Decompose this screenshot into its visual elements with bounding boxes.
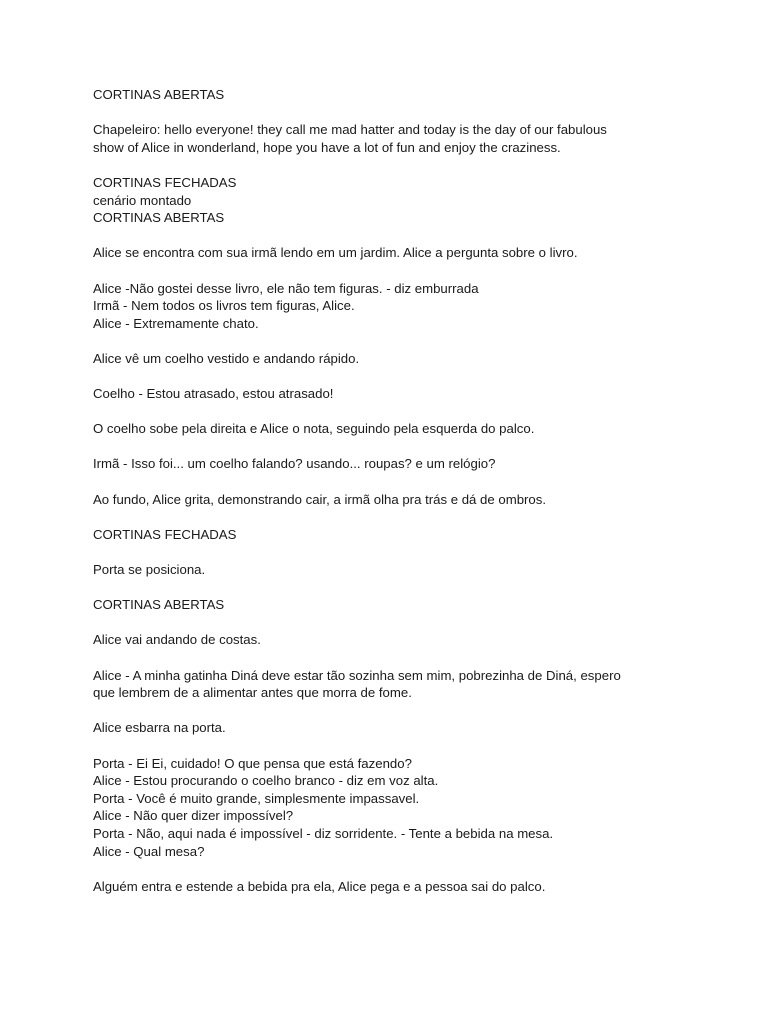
text-line: O coelho sobe pela direita e Alice o nota, seguindo pela esquerda do palco.	[93, 421, 535, 437]
text-line: Alice - Não quer dizer impossível?	[93, 808, 294, 824]
text-line: Alice esbarra na porta.	[93, 720, 226, 736]
text-line: Ao fundo, Alice grita, demonstrando cair, a irmã olha pra trás e dá de ombros.	[93, 491, 547, 507]
text-line: CORTINAS FECHADAS	[93, 526, 237, 542]
dialogue-paragraph	[93, 455, 693, 473]
text-line: Alice vê um coelho vestido e andando rápido.	[93, 350, 360, 366]
text-line: Chapeleiro: hello everyone! they call me mad hatter and today is the day of our fabulous	[93, 122, 607, 138]
document-body	[93, 86, 693, 913]
stage-direction	[93, 526, 693, 544]
narration-paragraph	[93, 561, 693, 579]
text-line: CORTINAS ABERTAS	[93, 210, 225, 226]
text-line: Porta - Ei Ei, cuidado! O que pensa que está fazendo?	[93, 755, 412, 771]
stage-direction	[93, 86, 693, 104]
dialogue-paragraph	[93, 755, 693, 861]
dialogue-paragraph	[93, 385, 693, 403]
text-line: Irmã - Nem todos os livros tem figuras, Alice.	[93, 298, 355, 314]
text-line: Alice - Estou procurando o coelho branco - diz em voz alta.	[93, 773, 439, 789]
dialogue-paragraph	[93, 667, 693, 702]
text-line: Porta - Você é muito grande, simplesmente impassavel.	[93, 790, 420, 806]
text-line: CORTINAS ABERTAS	[93, 597, 225, 613]
narration-paragraph	[93, 631, 693, 649]
text-line: Alguém entra e estende a bebida pra ela, Alice pega e a pessoa sai do palco.	[93, 878, 546, 894]
text-line: Alice - A minha gatinha Diná deve estar tão sozinha sem mim, pobrezinha de Diná, espero	[93, 667, 621, 683]
text-line: Alice se encontra com sua irmã lendo em um jardim. Alice a pergunta sobre o livro.	[93, 245, 578, 261]
stage-direction	[93, 174, 693, 227]
narration-paragraph	[93, 350, 693, 368]
text-line: show of Alice in wonderland, hope you have a lot of fun and enjoy the craziness.	[93, 139, 561, 155]
text-line: que lembrem de a alimentar antes que morra de fome.	[93, 685, 412, 701]
text-line: Alice - Qual mesa?	[93, 843, 205, 859]
dialogue-paragraph	[93, 280, 693, 333]
narration-paragraph	[93, 719, 693, 737]
stage-direction	[93, 596, 693, 614]
text-line: Alice vai andando de costas.	[93, 632, 261, 648]
narration-paragraph	[93, 420, 693, 438]
text-line: Irmã - Isso foi... um coelho falando? usando... roupas? e um relógio?	[93, 456, 496, 472]
text-line: CORTINAS FECHADAS	[93, 174, 237, 190]
narration-paragraph	[93, 878, 693, 896]
narration-paragraph	[93, 491, 693, 509]
dialogue-paragraph	[93, 121, 693, 156]
text-line: Alice - Extremamente chato.	[93, 315, 259, 331]
text-line: Porta - Não, aqui nada é impossível - diz sorridente. - Tente a bebida na mesa.	[93, 825, 554, 841]
text-line: CORTINAS ABERTAS	[93, 87, 225, 102]
narration-paragraph	[93, 244, 693, 262]
text-line: Coelho - Estou atrasado, estou atrasado!	[93, 386, 334, 402]
text-line: Porta se posiciona.	[93, 562, 206, 578]
text-line: cenário montado	[93, 192, 192, 208]
text-line: Alice -Não gostei desse livro, ele não tem figuras. - diz emburrada	[93, 280, 479, 296]
